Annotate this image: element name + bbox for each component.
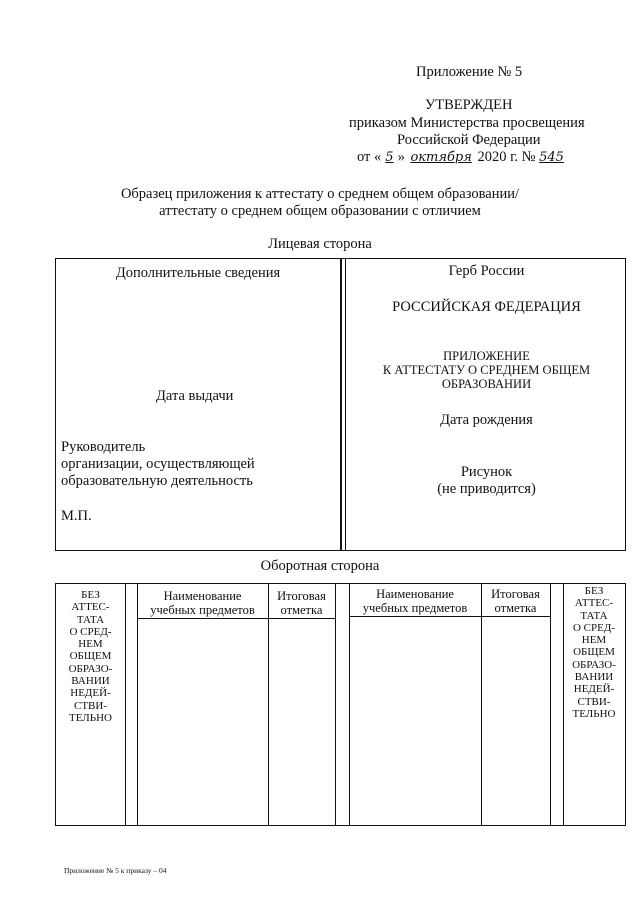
head-line-1: Руководитель — [61, 439, 146, 455]
side-note-line: АТТЕС- — [71, 601, 110, 614]
appendix-heading-3: ОБРАЗОВАНИИ — [441, 377, 532, 391]
side-note-line: СТВИ- — [74, 699, 107, 712]
grade-header-line: отметка — [494, 600, 537, 615]
side-note-line: ТЕЛЬНО — [69, 711, 112, 724]
head-line-2: организации, осуществляющей — [61, 456, 255, 472]
title-line-1: Образец приложения к аттестату о среднем общем образовании/ — [120, 186, 520, 202]
col-line — [335, 584, 336, 825]
appendix-heading-1: ПРИЛОЖЕНИЕ — [443, 349, 530, 363]
side-note-right — [563, 585, 625, 720]
side-note-line: ОБЩЕМ — [69, 650, 112, 663]
picture-placeholder — [346, 464, 627, 498]
date-mid: » — [397, 149, 405, 165]
grade-header-left — [268, 590, 335, 617]
approved-stamp-title: УТВЕРЖДЕН — [425, 97, 513, 113]
col-line — [137, 584, 138, 825]
date-prefix: от « — [357, 149, 382, 165]
date-day: 5 — [385, 150, 394, 165]
appendix-heading — [346, 349, 627, 391]
side-note-line: ВАНИИ — [574, 671, 614, 684]
subjects-header-right — [349, 588, 481, 615]
header-underline-right — [349, 616, 550, 617]
issue-date-label: Дата выдачи — [156, 388, 234, 404]
title-line-2: аттестату о среднем общем образовании с отличием — [159, 203, 481, 219]
page-footer: Приложение № 5 к приказу – 04 — [64, 866, 167, 875]
side-note-line: НЕМ — [78, 638, 103, 651]
date-month: октября — [410, 150, 472, 165]
subjects-header-line: учебных предметов — [362, 600, 468, 615]
birth-date-label: Дата рождения — [440, 412, 533, 428]
side-note-line: ВАНИИ — [71, 675, 110, 688]
side-note-line: ТАТА — [580, 609, 608, 622]
subjects-header-line: Наименование — [163, 589, 242, 603]
side-note-line: ОБЩЕМ — [573, 646, 615, 659]
head-line-3: образовательную деятельность — [61, 473, 253, 489]
side-note-line: НЕМ — [581, 634, 607, 647]
side-note-line: СТВИ- — [577, 695, 611, 708]
side-note-line: ТЕЛЬНО — [572, 707, 616, 720]
appendix-heading-2: К АТТЕСТАТУ О СРЕДНЕМ ОБЩЕМ — [382, 363, 591, 377]
side-note-line: АТТЕС- — [574, 597, 614, 610]
stamp-label: М.П. — [61, 508, 92, 524]
head-signature-block — [61, 439, 255, 490]
order-number: 545 — [539, 150, 564, 165]
back-side-table — [55, 583, 626, 826]
additional-info-heading: Дополнительные сведения — [115, 265, 281, 281]
appendix-number: Приложение № 5 — [416, 64, 523, 80]
header-underline-left — [137, 618, 335, 619]
side-note-line: БЕЗ — [81, 589, 100, 601]
subjects-header-line: Наименование — [376, 587, 454, 601]
side-note-line: ОБРАЗО- — [572, 658, 616, 671]
emblem-label: Герб России — [448, 263, 525, 279]
grade-header-line: Итоговая — [277, 589, 326, 603]
side-note-line: О СРЕД- — [69, 625, 112, 638]
order-date-line — [357, 149, 564, 166]
approved-by-country: Российской Федерации — [397, 132, 541, 148]
picture-note: (не приводится) — [437, 481, 536, 497]
side-note-left — [56, 589, 125, 724]
col-line — [481, 584, 482, 825]
back-side-label: Оборотная сторона — [260, 558, 380, 574]
grade-header-line: Итоговая — [491, 587, 540, 601]
subjects-header-line: учебных предметов — [150, 602, 255, 617]
col-line — [268, 584, 269, 825]
front-side-table — [55, 258, 626, 551]
side-note-line: НЕДЕЙ- — [70, 687, 111, 700]
grade-header-right — [481, 588, 550, 615]
side-note-line: БЕЗ — [584, 585, 604, 597]
approved-by-line: приказом Министерства просвещения — [349, 115, 585, 131]
side-note-line: ОБРАЗО- — [68, 662, 113, 675]
picture-label: Рисунок — [460, 464, 513, 480]
side-note-line: НЕДЕЙ- — [573, 683, 615, 696]
front-side-label: Лицевая сторона — [268, 236, 372, 252]
side-note-line: ТАТА — [76, 613, 105, 626]
grade-header-line: отметка — [280, 602, 323, 617]
col-line — [349, 584, 350, 825]
col-line — [125, 584, 126, 825]
subjects-header-left — [137, 590, 268, 617]
document-title — [0, 186, 640, 220]
col-line — [550, 584, 551, 825]
country-name: РОССИЙСКАЯ ФЕДЕРАЦИЯ — [392, 299, 581, 315]
front-divider — [340, 259, 342, 550]
side-note-line: О СРЕД- — [572, 621, 616, 634]
date-year: 2020 г. № — [477, 149, 536, 165]
